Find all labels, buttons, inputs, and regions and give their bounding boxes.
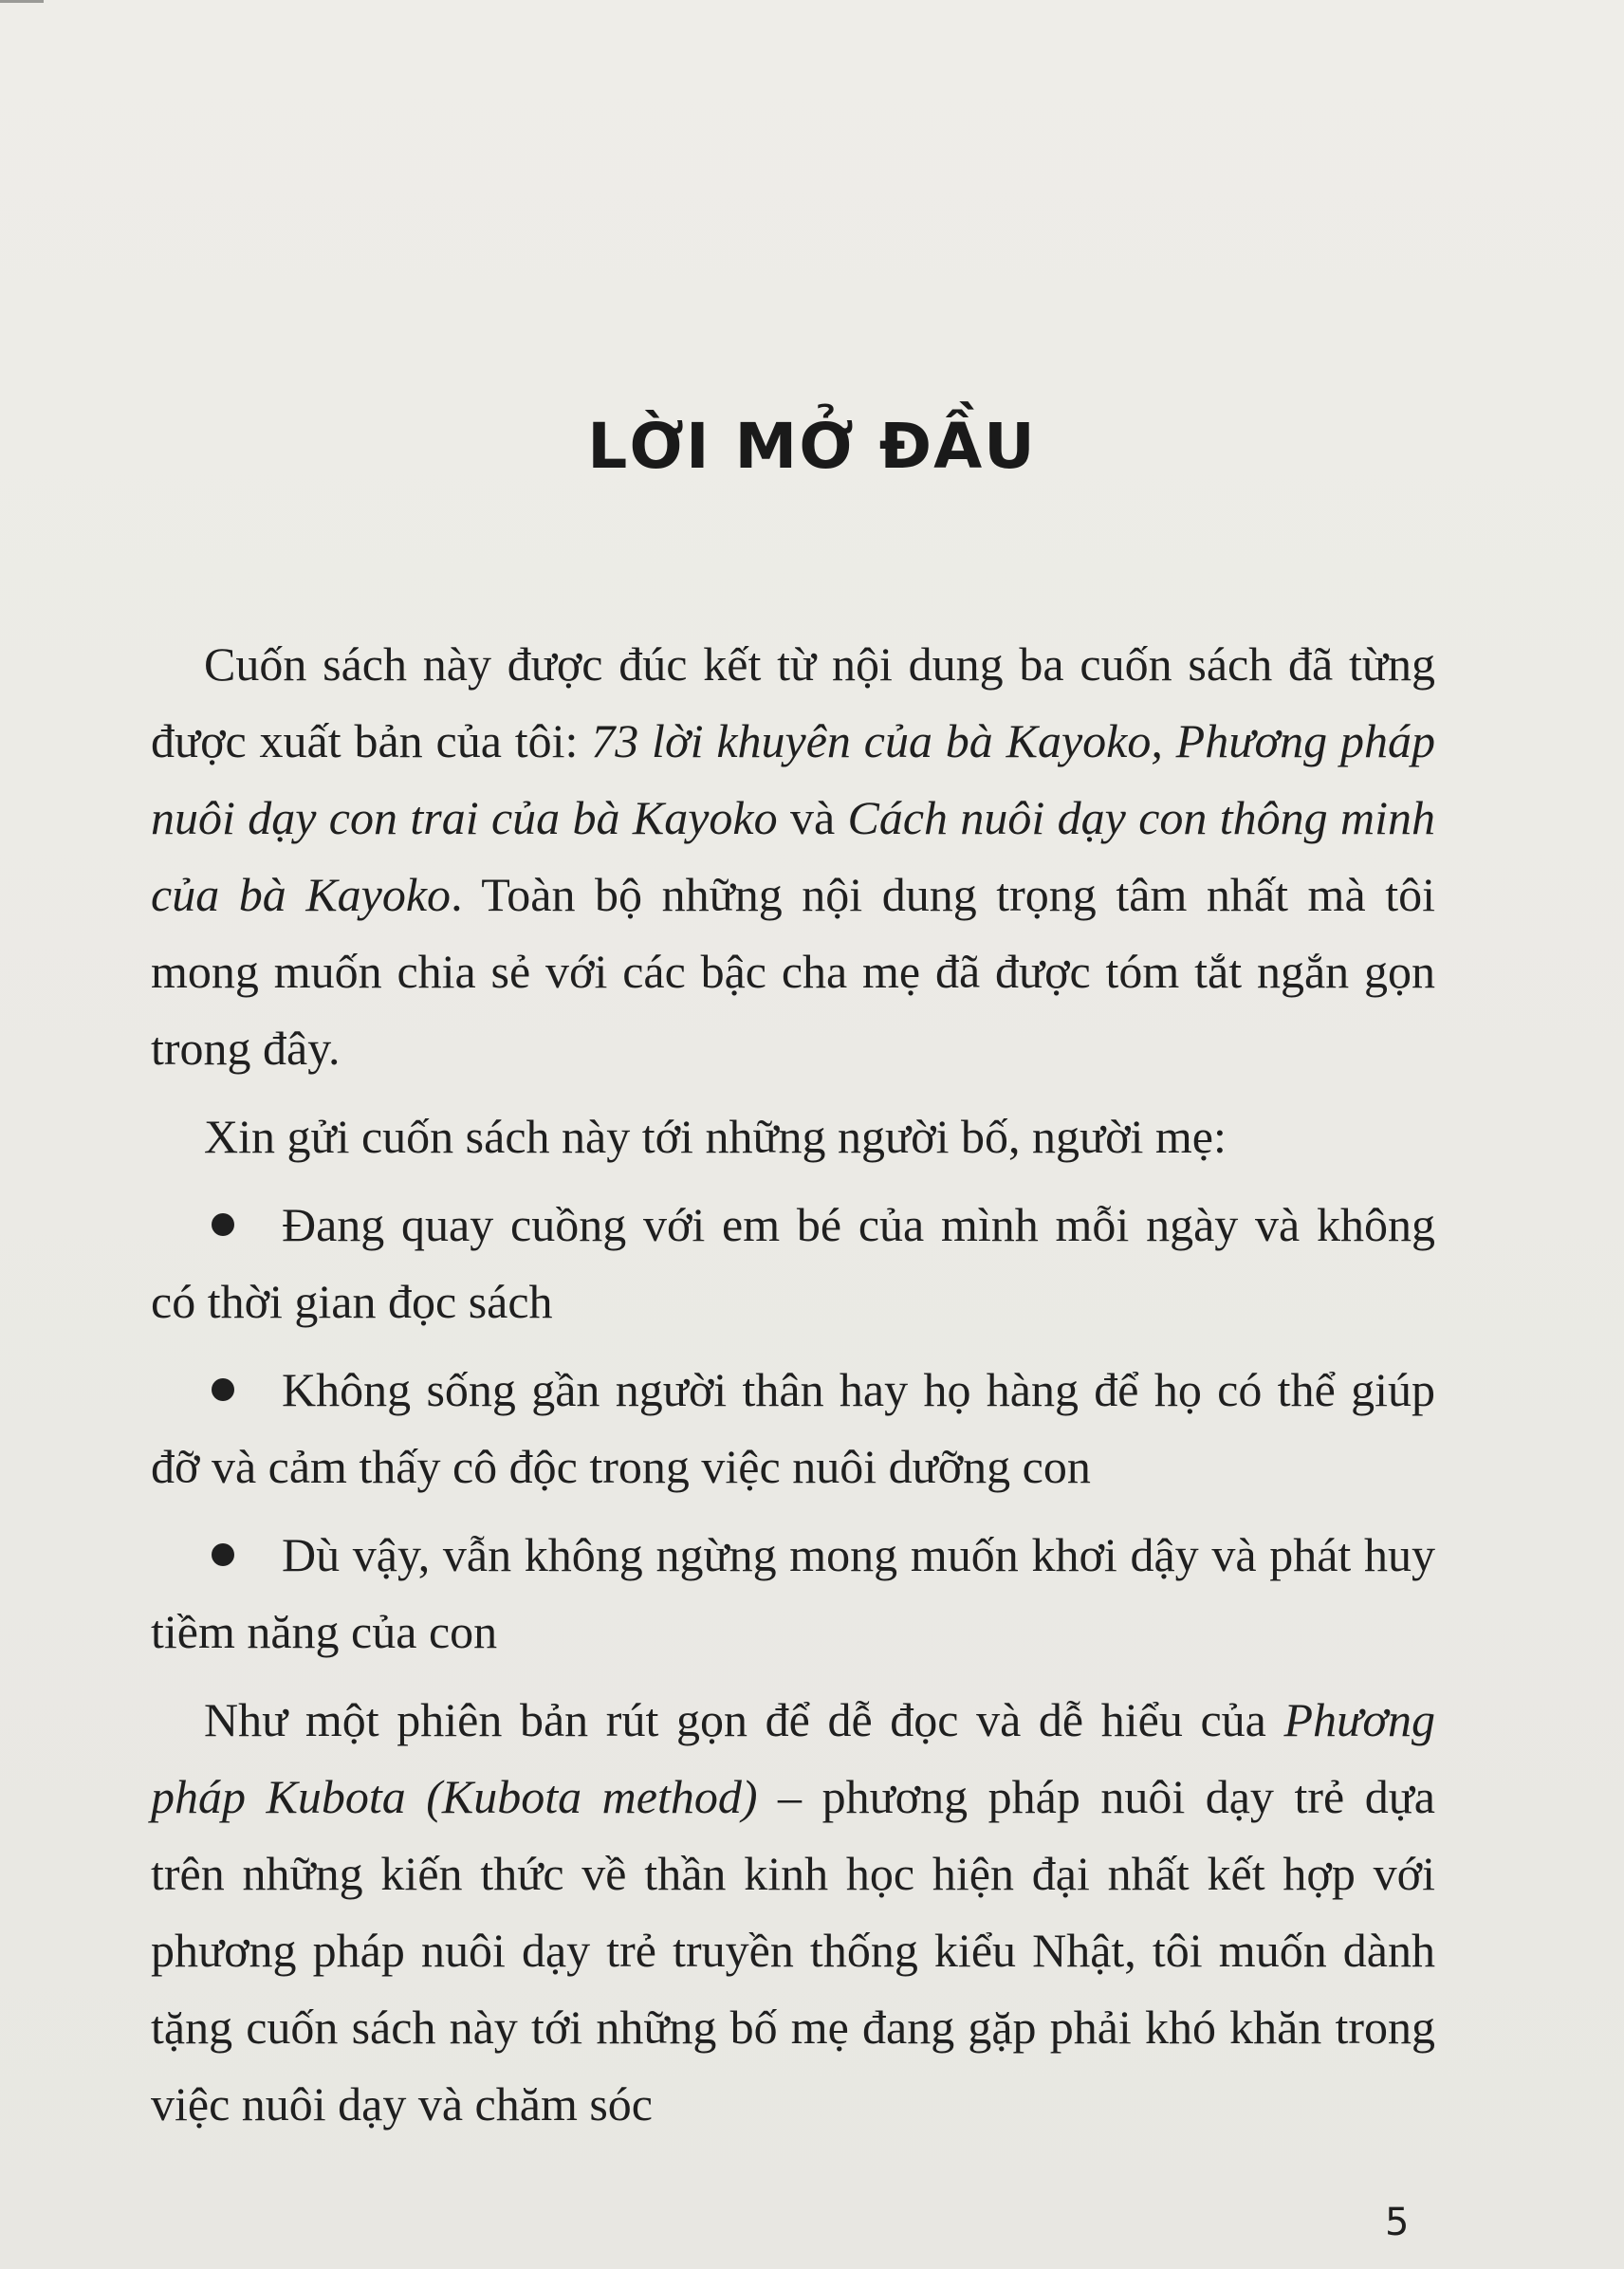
- body-text: [151, 626, 1435, 2154]
- kubota-method-title: Phương pháp Kubota (Kubota method): [151, 1693, 1435, 1823]
- paragraph-kubota: [151, 1682, 1435, 2143]
- bullet-text: Dù vậy, vẫn không ngừng mong muốn khơi dậy và phát huy tiềm năng của con: [151, 1528, 1435, 1658]
- paragraph-intro-part2: . Toàn bộ những nội dung trọng tâm nhất mà tôi mong muốn chia sẻ với các bậc cha mẹ đã được tóm tắt ngắn gọn trong đây.: [151, 868, 1435, 1075]
- chapter-title: LỜI MỞ ĐẦU: [587, 410, 1037, 483]
- book-title-2: Cách nuôi dạy con thông minh của bà Kayoko: [151, 791, 1435, 921]
- paragraph-dedication: Xin gửi cuốn sách này tới những người bố, người mẹ:: [204, 1110, 1227, 1163]
- bullet-text: Đang quay cuồng với em bé của mình mỗi ngày và không có thời gian đọc sách: [151, 1198, 1435, 1328]
- paragraph-kubota-part2: – phương pháp nuôi dạy trẻ dựa trên những kiến thức về thần kinh học hiện đại nhất kết hợp với phương pháp nuôi dạy trẻ truyền thống kiểu Nhật, tôi muốn dành tặng cuốn sách này tới những bố mẹ đang gặp phải khó khăn trong việc nuôi dạy và chăm sóc: [151, 1770, 1435, 2131]
- bullet-dot-icon: [212, 1378, 234, 1401]
- paragraph-kubota-part1: Như một phiên bản rút gọn để dễ đọc và dễ hiểu của: [204, 1693, 1284, 1746]
- bullet-item: [151, 1517, 1435, 1670]
- page-number: 5: [1385, 2201, 1410, 2244]
- page-edge-line: [0, 0, 44, 3]
- paragraph-intro-and: và: [777, 791, 848, 844]
- paragraph-intro: [151, 626, 1435, 1087]
- bullet-dot-icon: [212, 1213, 234, 1236]
- paragraph-intro-part1: Cuốn sách này được đúc kết từ nội dung ba cuốn sách đã từng được xuất bản của tôi:: [151, 637, 1435, 767]
- bullet-text: Không sống gần người thân hay họ hàng để họ có thể giúp đỡ và cảm thấy cô độc trong việc nuôi dưỡng con: [151, 1363, 1435, 1493]
- bullet-dot-icon: [212, 1543, 234, 1566]
- book-title-1: 73 lời khuyên của bà Kayoko, Phương pháp nuôi dạy con trai của bà Kayoko: [151, 714, 1435, 844]
- bullet-item: [151, 1352, 1435, 1505]
- bullet-item: [151, 1187, 1435, 1340]
- bullet-list: [151, 1187, 1435, 1670]
